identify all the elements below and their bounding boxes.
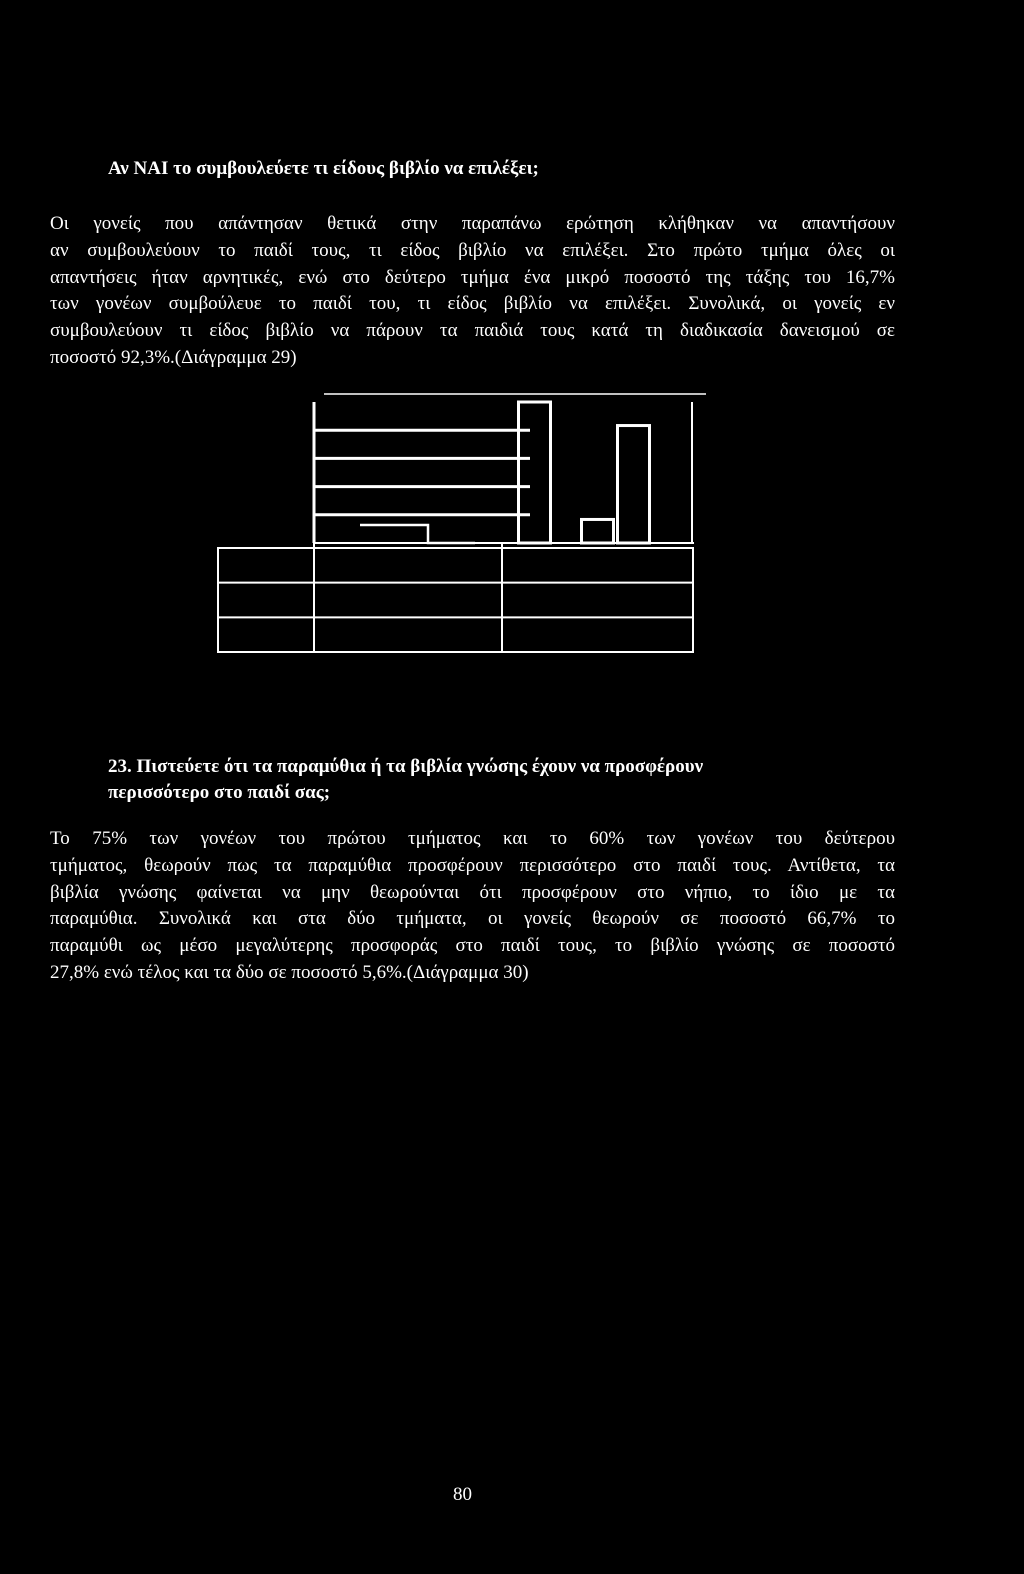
diagram-29 xyxy=(210,384,710,659)
paragraph-line: απαντήσεις ήταν αρνητικές, ενώ στο δεύτερο τμήμα ένα μικρό ποσοστό της τάξης του 16,7% xyxy=(50,266,895,288)
section-23-paragraph xyxy=(50,826,895,987)
data-table-frame xyxy=(218,548,693,652)
bar xyxy=(519,402,551,543)
section-22-heading: Αν ΝΑΙ το συμβουλεύετε τι είδους βιβλίο να επιλέξει; xyxy=(108,158,539,179)
paragraph-line: τμήματος, θεωρούν πως τα παραμύθια προσφέρουν περισσότερο στο παιδί τους. Αντίθετα, τα xyxy=(50,854,895,876)
paragraph-line: Οι γονείς που απάντησαν θετικά στην παραπάνω ερώτηση κλήθηκαν να απαντήσουν xyxy=(50,213,895,234)
paragraph-line: παραμύθια. Συνολικά και στα δύο τμήματα, οι γονείς θεωρούν σε ποσοστό 66,7% το xyxy=(50,908,895,930)
question-23-heading-line: περισσότερο στο παιδί σας; xyxy=(108,782,331,803)
paragraph-line: παραμύθι ως μέσο μεγαλύτερης προσφοράς στο παιδί τους, το βιβλίο γνώσης σε ποσοστό xyxy=(50,935,895,957)
paragraph-line: 27,8% ενώ τέλος και τα δύο σε ποσοστό 5,6%.(Διάγραμμα 30) xyxy=(50,961,529,983)
diagram-29-chart xyxy=(210,384,710,659)
question-23-heading-line: 23. Πιστεύετε ότι τα παραμύθια ή τα βιβλία γνώσης έχουν να προσφέρουν xyxy=(108,756,704,777)
page-number: 80 xyxy=(453,1484,472,1505)
bar xyxy=(618,426,650,543)
question-23-heading xyxy=(108,754,703,806)
paragraph-line: βιβλία γνώσης φαίνεται να μην θεωρούνται ότι προσφέρουν στο νήπιο, το ίδιο με τα xyxy=(50,881,895,903)
paragraph-line: Το 75% των γονέων του πρώτου τμήματος και το 60% των γονέων του δεύτερου xyxy=(50,828,895,849)
paragraph-line: ποσοστό 92,3%.(Διάγραμμα 29) xyxy=(50,346,297,368)
section-22-paragraph xyxy=(50,211,895,372)
paragraph-line: αν συμβουλεύουν το παιδί τους, τι είδος βιβλίο να επιλέξει. Στο πρώτο τμήμα όλες οι xyxy=(50,239,895,261)
bar xyxy=(582,519,614,543)
baseline-step xyxy=(360,525,475,543)
paragraph-line: συμβουλεύουν τι είδος βιβλίο να πάρουν τα παιδιά τους κατά τη διαδικασία δανεισμού σε xyxy=(50,320,895,342)
paragraph-line: των γονέων συμβούλευε το παιδί του, τι είδος βιβλίο να επιλέξει. Συνολικά, οι γονείς εν xyxy=(50,293,895,315)
